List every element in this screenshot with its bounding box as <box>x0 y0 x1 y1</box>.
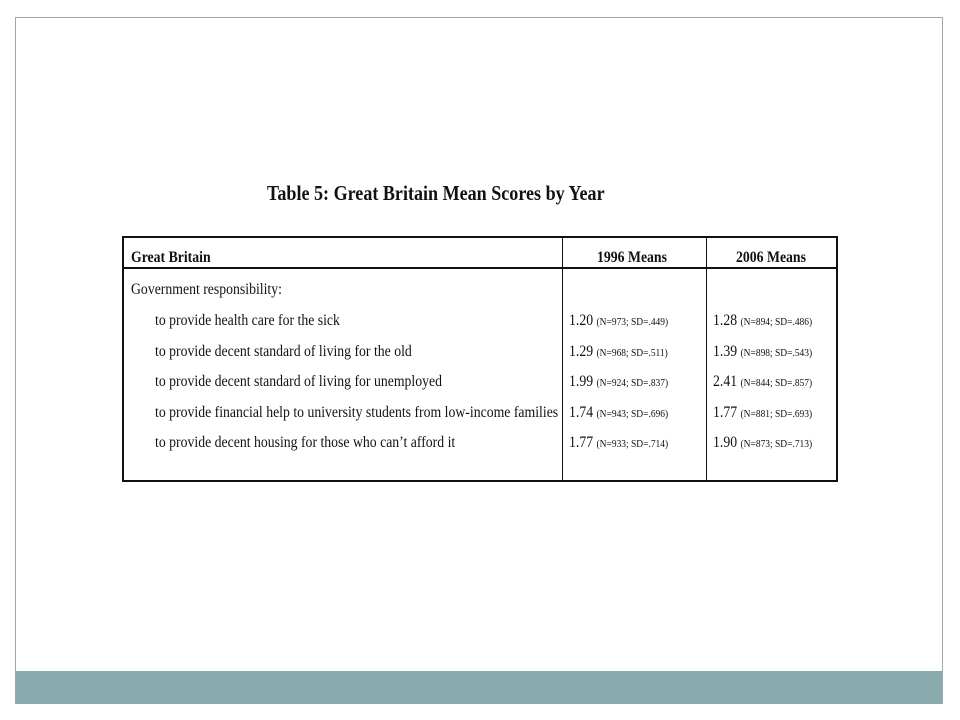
table-title: Table 5: Great Britain Mean Scores by Year <box>267 181 605 205</box>
table-row <box>124 434 836 456</box>
header-2006-means: 2006 Means <box>736 249 806 266</box>
value-1996: 1.20 (N=973; SD=.449) <box>569 312 669 329</box>
table-row <box>124 312 836 334</box>
footer-band <box>16 671 942 704</box>
header-divider <box>124 267 836 269</box>
value-1996: 1.29 (N=968; SD=.511) <box>569 343 668 360</box>
row-item: to provide decent standard of living for unemployed <box>155 373 442 390</box>
row-item: to provide decent housing for those who can’t afford it <box>155 434 456 451</box>
value-2006: 1.77 (N=881; SD=.693) <box>713 404 813 421</box>
data-table <box>122 236 838 482</box>
row-item: to provide decent standard of living for the old <box>155 343 412 360</box>
value-2006: 1.90 (N=873; SD=.713) <box>713 434 813 451</box>
table-row <box>124 343 836 365</box>
header-1996-means: 1996 Means <box>597 249 667 266</box>
table-row <box>124 404 836 426</box>
value-1996: 1.77 (N=933; SD=.714) <box>569 434 669 451</box>
row-item: to provide financial help to university students from low-income families <box>155 404 559 421</box>
value-2006: 1.39 (N=898; SD=.543) <box>713 343 813 360</box>
section-label: Government responsibility: <box>131 281 282 298</box>
value-2006: 1.28 (N=894; SD=.486) <box>713 312 813 329</box>
value-1996: 1.74 (N=943; SD=.696) <box>569 404 669 421</box>
value-1996: 1.99 (N=924; SD=.837) <box>569 373 669 390</box>
row-item: to provide health care for the sick <box>155 312 340 329</box>
table-row <box>124 373 836 395</box>
value-2006: 2.41 (N=844; SD=.857) <box>713 373 813 390</box>
header-great-britain: Great Britain <box>131 249 211 266</box>
